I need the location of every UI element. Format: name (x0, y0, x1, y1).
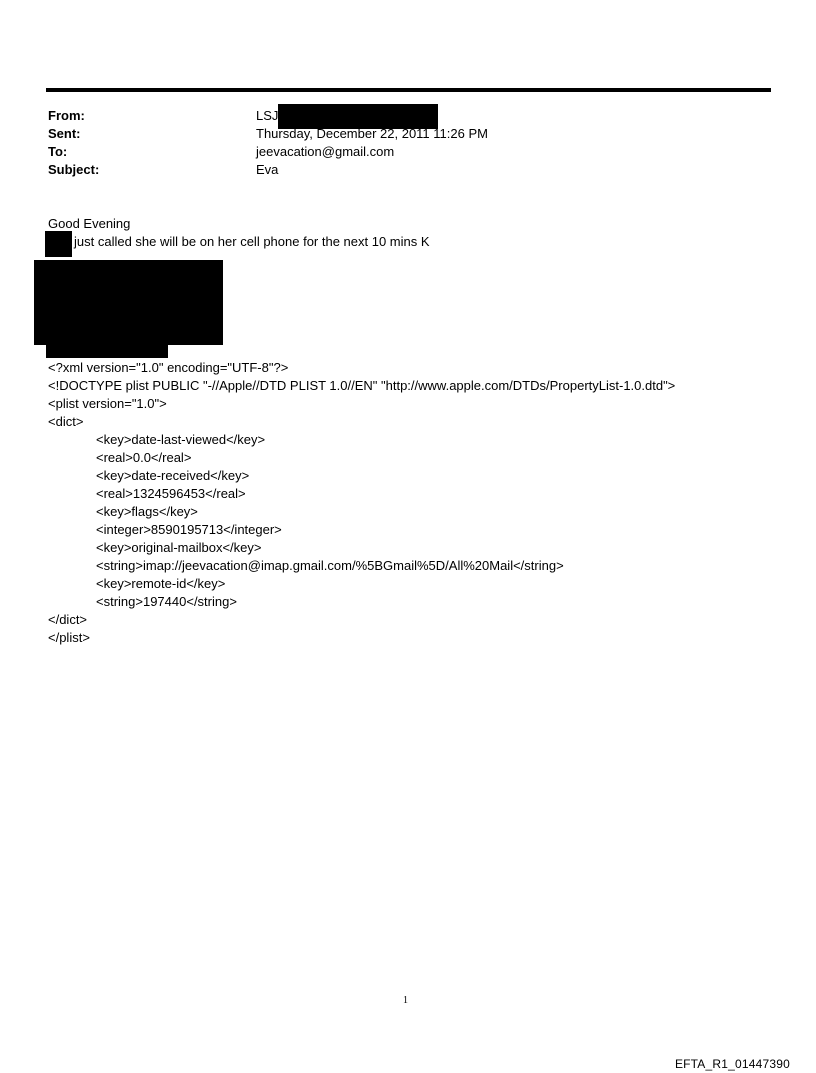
subject-value: Eva (256, 162, 279, 177)
sent-label: Sent: (48, 126, 81, 141)
plist-line: <key>flags</key> (96, 504, 198, 519)
page-number: 1 (403, 995, 408, 1006)
greeting-text: Good Evening (48, 216, 131, 231)
subject-label: Subject: (48, 162, 100, 177)
plist-line: <key>remote-id</key> (96, 576, 226, 591)
plist-line: <key>date-received</key> (96, 468, 250, 483)
plist-line: <integer>8590195713</integer> (96, 522, 282, 537)
plist-line: <dict> (48, 414, 84, 429)
plist-line: </dict> (48, 612, 88, 627)
redaction-block (46, 345, 168, 358)
bates-number: EFTA_R1_01447390 (674, 1057, 790, 1071)
redaction-block (45, 231, 72, 257)
plist-line: </plist> (48, 630, 90, 645)
plist-line: <plist version="1.0"> (48, 396, 167, 411)
from-label: From: (48, 108, 85, 123)
to-value: jeevacation@gmail.com (256, 144, 395, 159)
plist-line: <?xml version="1.0" encoding="UTF-8"?> (48, 360, 289, 375)
plist-line: <string>197440</string> (96, 594, 237, 609)
message-line: just called she will be on her cell phone for the next 10 mins K (74, 234, 430, 249)
plist-line: <key>date-last-viewed</key> (96, 432, 266, 447)
plist-line: <string>imap://jeevacation@imap.gmail.com/%5BGmail%5D/All%20Mail</string> (96, 558, 564, 573)
sent-value: Thursday, December 22, 2011 11:26 PM (256, 126, 488, 141)
from-value: LSJ (256, 108, 279, 123)
redaction-block (34, 260, 223, 345)
to-label: To: (48, 144, 68, 159)
plist-line: <real>1324596453</real> (96, 486, 246, 501)
plist-line: <key>original-mailbox</key> (96, 540, 262, 555)
plist-line: <!DOCTYPE plist PUBLIC "-//Apple//DTD PLIST 1.0//EN" "http://www.apple.com/DTDs/PropertyList-1.0.dtd"> (48, 378, 676, 393)
plist-line: <real>0.0</real> (96, 450, 192, 465)
header-rule (46, 88, 771, 92)
